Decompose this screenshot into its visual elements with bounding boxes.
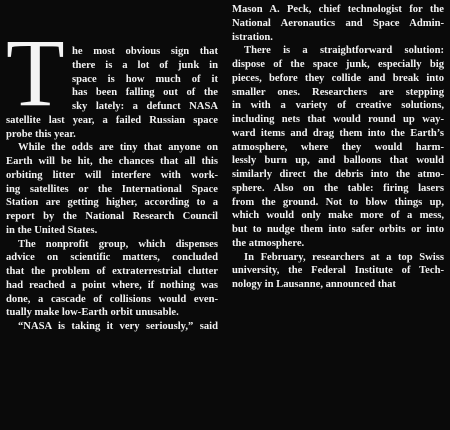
text-line: including nets that would round up way- [232, 114, 444, 125]
text-line: there is a lot of junk in [72, 59, 218, 71]
text-line: space is how much of it [72, 73, 218, 85]
text-line: pieces, before they collide and break into [232, 72, 444, 84]
text-line: Station are getting higher, according to a [6, 197, 218, 209]
text-line: “NASA is taking it very seriously,” said [18, 321, 218, 332]
text-line: the atmosphere. [232, 237, 305, 249]
text-line: sky lately: a defunct NASA [72, 101, 218, 112]
right-column-text [232, 3, 444, 292]
text-line: smaller ones. Researchers are stepping [232, 86, 444, 98]
text-line: similarly direct the debris into the atmo- [232, 169, 444, 180]
text-line: probe this year. [6, 128, 76, 140]
text-line: nology in Lausanne, announced that [232, 279, 396, 290]
text-line: Mason A. Peck, chief technologist for the [232, 4, 444, 15]
article-right-column [232, 3, 444, 292]
text-line: in the United States. [6, 224, 98, 236]
text-line: In February, researchers at a top Swiss [244, 251, 444, 263]
text-line: ward items and drag them into the Earth’s [232, 127, 444, 139]
text-line: Earth will be hit, the chances that all this [6, 156, 218, 167]
text-line: has been falling out of the [72, 87, 218, 99]
text-line: dispose of the space junk, especially big [232, 59, 444, 70]
text-line: satellite last year, a failed Russian space [6, 114, 218, 126]
text-line: university, the Federal Institute of Tech- [232, 265, 444, 277]
text-line: lessly burn up, and balloons that would [232, 155, 444, 167]
text-line: but to nudge them into safer orbits or into [232, 224, 444, 235]
text-line: had reached a point where, if nothing was [6, 279, 218, 291]
text-line: done, a cascade of collisions would even- [6, 293, 218, 305]
text-line: in with a variety of creative solutions, [232, 100, 444, 112]
text-line: advice on scientific matters, concluded [6, 252, 218, 264]
text-line: While the odds are tiny that anyone on [18, 142, 218, 154]
text-line: sphere. Also on the table: firing lasers [232, 182, 444, 194]
text-line: that the problem of extraterrestrial clutter [6, 266, 218, 277]
text-line: istration. [232, 31, 273, 43]
text-line: report by the National Research Council [6, 211, 218, 222]
text-line: from the ground. Not to blow things up, [232, 196, 444, 208]
text-line: National Aeronautics and Space Admin- [232, 17, 444, 29]
text-line: which would only make more of a mess, [232, 210, 444, 222]
text-line: atmosphere, where they would harm- [232, 141, 444, 153]
text-line: tually make low-Earth orbit unusable. [6, 307, 179, 319]
text-line: orbiting litter will interfere with work- [6, 169, 218, 181]
text-line: There is a straightforward solution: [244, 45, 444, 57]
text-line: The nonprofit group, which dispenses [18, 238, 218, 250]
text-line: ing satellites or the International Space [6, 183, 218, 195]
drop-cap-letter: T [6, 19, 65, 126]
text-line: he most obvious sign that [72, 46, 218, 57]
article-left-column [6, 19, 218, 334]
